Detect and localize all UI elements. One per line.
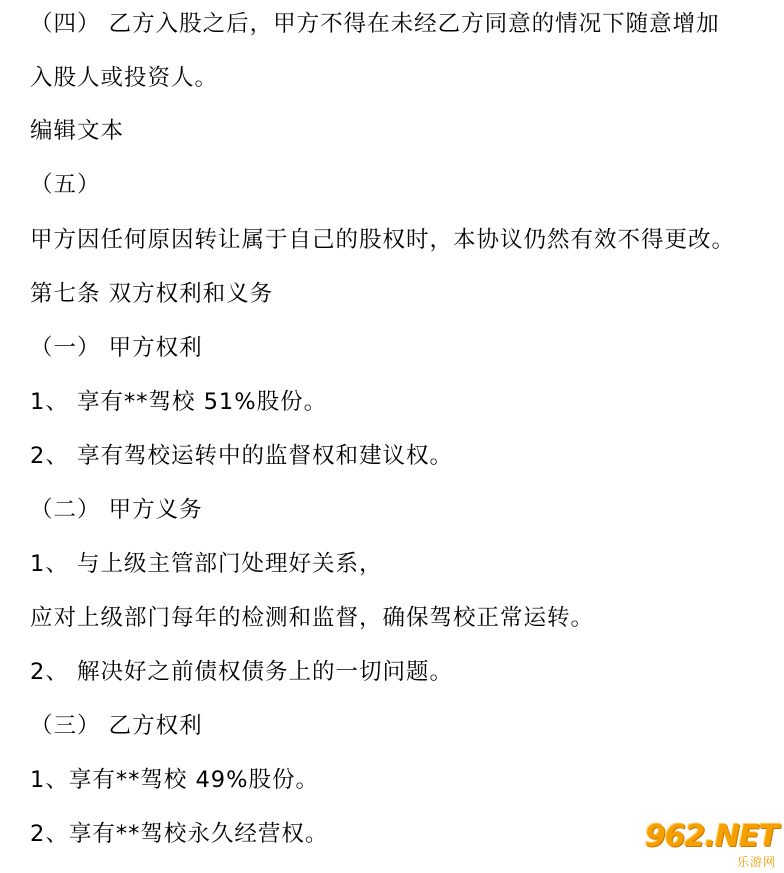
text-line: （五）	[30, 172, 101, 198]
subsection-heading: （二） 甲方义务	[30, 497, 203, 523]
text-line: 甲方因任何原因转让属于自己的股权时，本协议仍然有效不得更改。	[30, 227, 736, 253]
subsection-heading: （三） 乙方权利	[30, 713, 203, 739]
list-item: 1、 享有**驾校 51%股份。	[30, 389, 328, 415]
text-line: 应对上级部门每年的检测和监督，确保驾校正常运转。	[30, 605, 595, 631]
text-line: （四） 乙方入股之后，甲方不得在未经乙方同意的情况下随意增加	[30, 11, 720, 37]
section-heading: 第七条 双方权利和义务	[30, 281, 274, 307]
list-item: 2、 享有驾校运转中的监督权和建议权。	[30, 443, 453, 469]
watermark-sub-text: 乐游网	[736, 855, 776, 869]
list-item: 2、 解决好之前债权债务上的一切问题。	[30, 659, 453, 685]
list-item: 1、 与上级主管部门处理好关系，	[30, 551, 383, 577]
watermark-logo	[644, 819, 778, 869]
list-item: 1、享有**驾校 49%股份。	[30, 767, 319, 793]
watermark-main-text: 962.NET	[644, 819, 778, 854]
subsection-heading: （一） 甲方权利	[30, 335, 203, 361]
text-line: 入股人或投资人。	[30, 65, 219, 91]
list-item: 2、享有**驾校永久经营权。	[30, 821, 329, 847]
text-line: 编辑文本	[30, 118, 125, 144]
